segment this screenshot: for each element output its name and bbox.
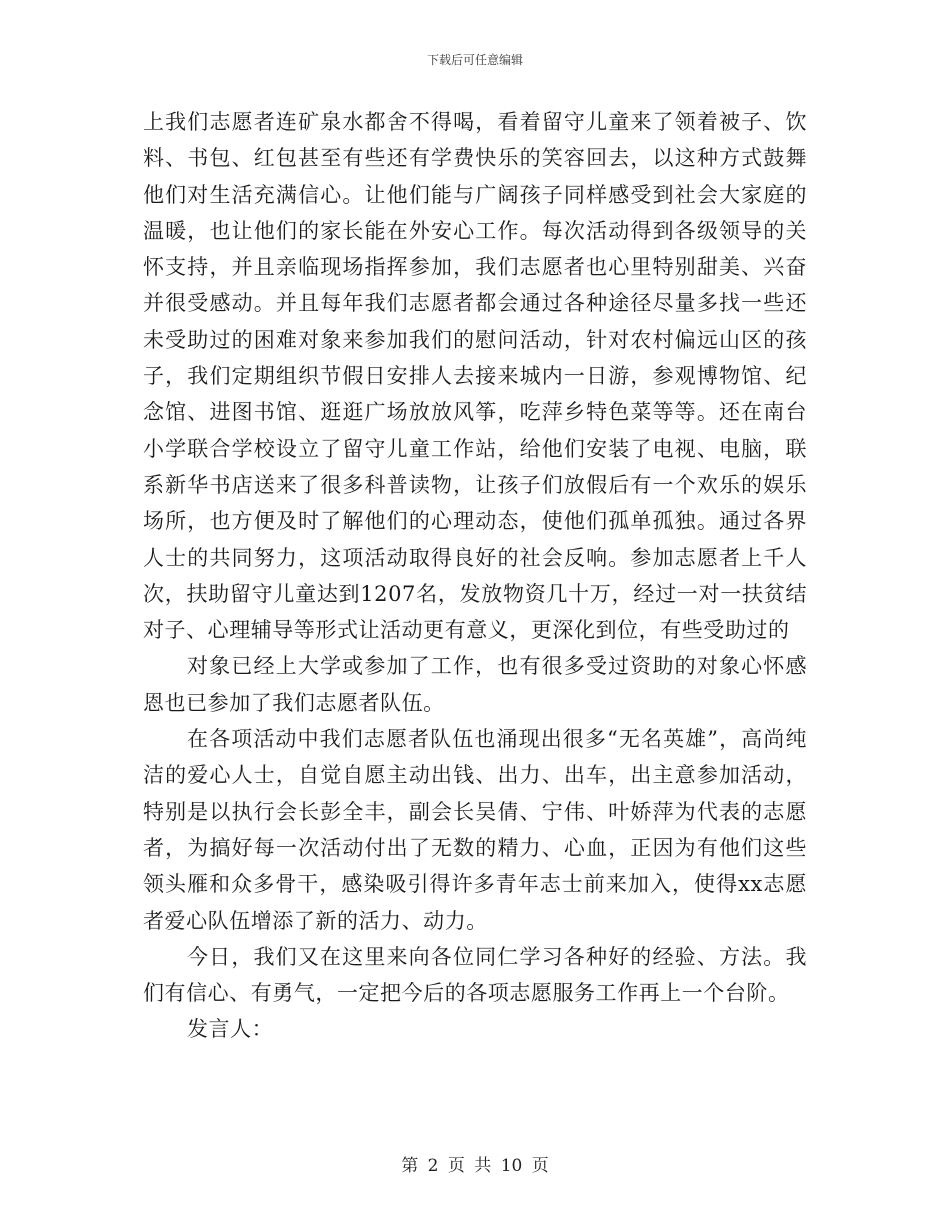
paragraph-speaker: 发言人：	[187, 1017, 274, 1042]
page-number-footer: 第 2 页 共 10 页	[401, 1156, 549, 1176]
page-header: 下载后可任意编辑	[426, 53, 523, 67]
paragraph-continuation: 上我们志愿者连矿泉水都舍不得喝，看着留守儿童来了领着被子、饮料、书包、红包甚至有些还有学费快乐的笑容回去，以这种方式鼓舞他们对生活充满信心。让他们能与广阔孩子同样感受到社会大家庭的温暖，也让他们的家长能在外安心工作。每次活动得到各级领导的关怀支持，并且亲临现场指挥参加，我们志愿者也心里特别甜美、兴奋并很受感动。并且每年我们志愿者都会通过各种途径尽量多找一些还未受助过的困难对象来参加我们的慰问活动，针对农村偏远山区的孩子，我们定期组织节假日安排人去接来城内一日游，参观博物馆、纪念馆、进图书馆、逛逛广场放放风筝，吃萍乡特色菜等等。还在南台小学联合学校设立了留守儿童工作站，给他们安装了电视、电脑，联系新华书店送来了很多科普读物，让孩子们放假后有一个欢乐的娱乐场所，也方便及时了解他们的心理动态，使他们孤单孤独。通过各界人士的共同努力，这项活动取得良好的社会反响。参加志愿者上千人次，扶助留守儿童达到1207名，发放物资几十万，经过一对一扶贫结对子、心理辅导等形式让活动更有意义，更深化到位，有些受助过的	[143, 110, 807, 643]
paragraph-commitment: 今日，我们又在这里来向各位同仁学习各种好的经验、方法。我们有信心、有勇气，一定把今后的各项志愿服务工作再上一个台阶。	[143, 944, 807, 1006]
document-body	[143, 104, 807, 1048]
paragraph-unsung-heroes: 在各项活动中我们志愿者队伍也涌现出很多“无名英雄”，高尚纯洁的爱心人士，自觉自愿主动出钱、出力、出车，出主意参加活动，特别是以执行会长彭全丰，副会长吴倩、宁伟、叶娇萍为代表的志愿者，为搞好每一次活动付出了无数的精力、心血，正因为有他们这些领头雁和众多骨干，感染吸引得许多青年志士前来加入，使得xx志愿者爱心队伍增添了新的活力、动力。	[143, 727, 807, 933]
paragraph-beneficiaries: 对象已经上大学或参加了工作，也有很多受过资助的对象心怀感恩也已参加了我们志愿者队伍。	[143, 654, 807, 715]
